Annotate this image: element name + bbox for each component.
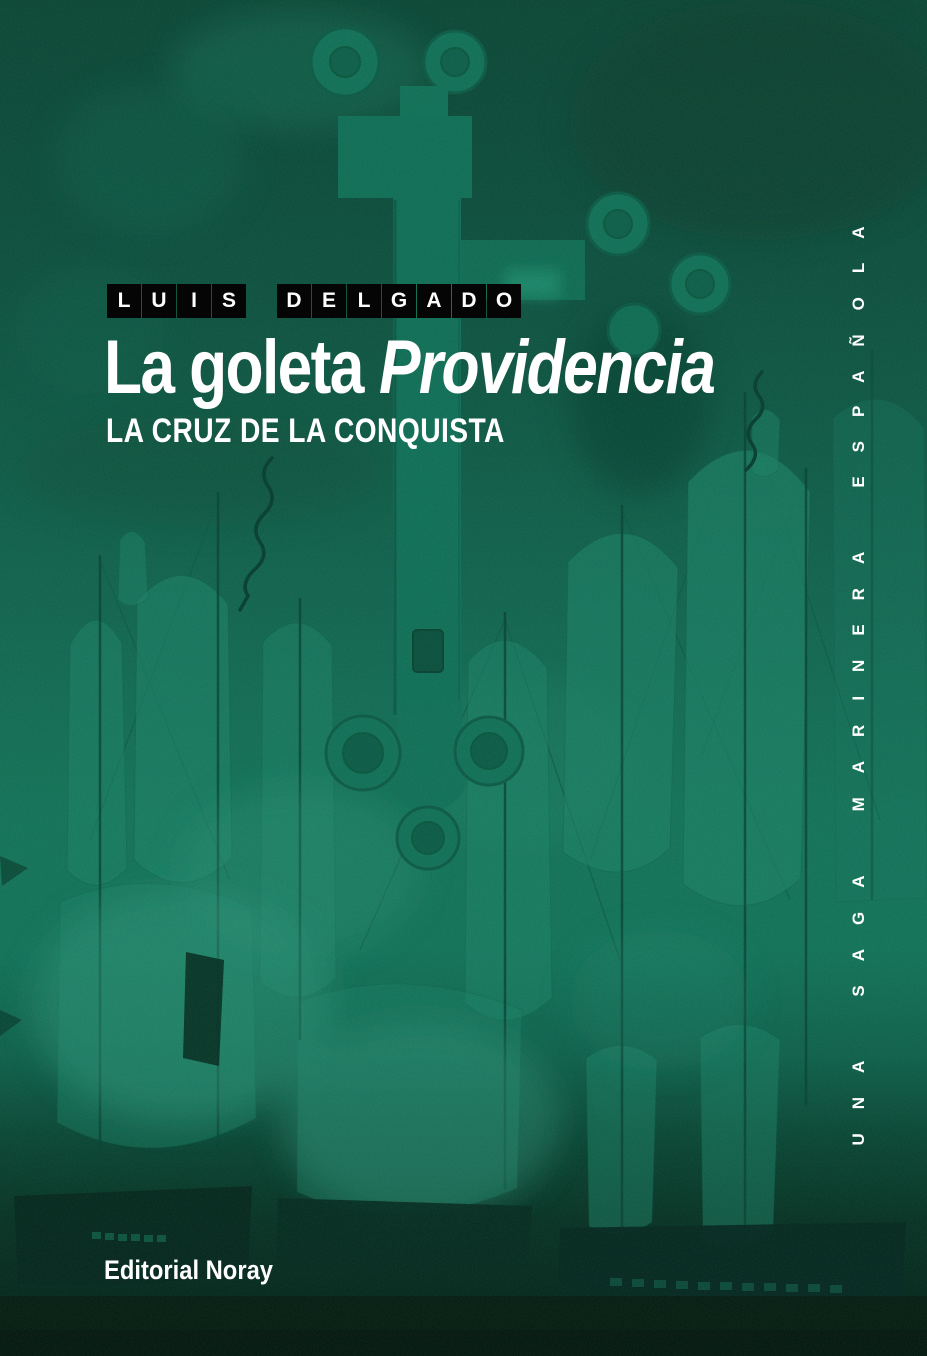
author-letter-tile: E [312,284,346,318]
publisher-name: Editorial Noray [104,1255,274,1285]
author-letter-tile: I [177,284,211,318]
title-italic: Providencia [379,325,715,410]
book-subtitle: LA CRUZ DE LA CONQUISTA [106,412,505,450]
author-letter-tile: O [487,284,521,318]
author-tile-gap [247,284,277,318]
author-letter-tile: U [142,284,176,318]
title-regular: La goleta [104,325,363,410]
series-name-vertical: UNA SAGA MARINERA ESPAÑOLA [849,202,868,1146]
book-title [104,325,715,410]
author-letter-tile: G [382,284,416,318]
author-letter-tile: L [107,284,141,318]
author-name [107,284,522,318]
author-letter-tile: D [452,284,486,318]
author-letter-tile: D [277,284,311,318]
author-letter-tile: L [347,284,381,318]
author-letter-tile: S [212,284,246,318]
author-letter-tile: A [417,284,451,318]
